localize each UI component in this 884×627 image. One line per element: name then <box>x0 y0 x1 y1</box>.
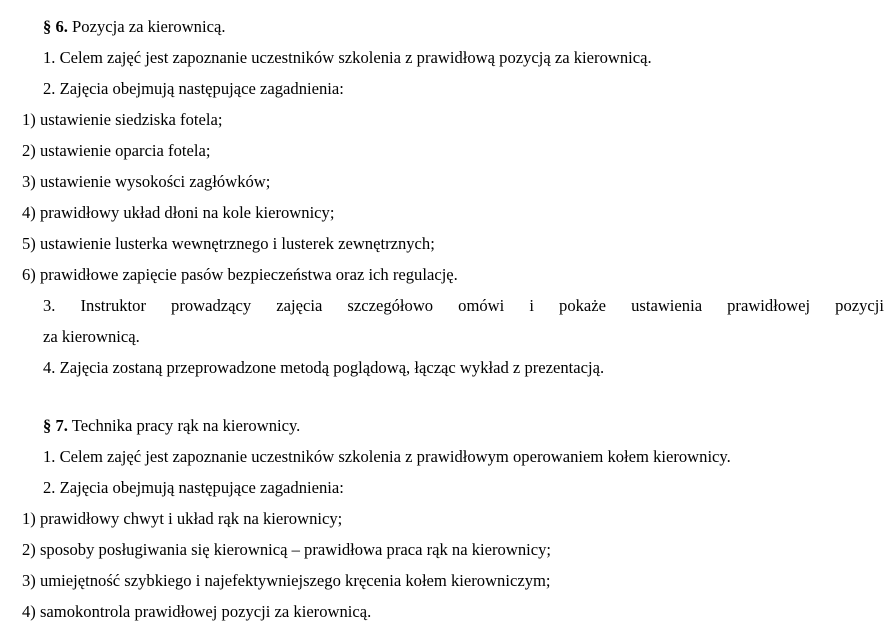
section-heading-par-7 <box>22 410 884 441</box>
list-item: 5) ustawienie lusterka wewnętrznego i lusterek zewnętrznych; <box>22 234 435 253</box>
list-item: 3) umiejętność szybkiego i najefektywniejszego kręcenia kołem kierowniczym; <box>22 571 551 590</box>
list-item: 4) prawidłowy układ dłoni na kole kierownicy; <box>22 203 335 222</box>
list-item: 1) prawidłowy chwyt i układ rąk na kierownicy; <box>22 509 343 528</box>
list-item: 2) ustawienie oparcia fotela; <box>22 141 211 160</box>
paragraph-p7-1: 1. Celem zajęć jest zapoznanie uczestników szkolenia z prawidłowym operowaniem kołem kierownicy. <box>43 447 731 466</box>
section-heading-par-6 <box>22 11 884 42</box>
paragraph-p6-3 <box>22 290 884 352</box>
section-marker-par-6: § 6. <box>43 17 68 36</box>
section-title-par-6: Pozycja za kierownicą. <box>72 17 226 36</box>
paragraph-p6-4: 4. Zajęcia zostaną przeprowadzone metodą poglądową, łącząc wykład z prezentacją. <box>43 358 605 377</box>
paragraph-p7-2: 2. Zajęcia obejmują następujące zagadnienia: <box>43 478 344 497</box>
list-item: 1) ustawienie siedziska fotela; <box>22 110 223 129</box>
section-gap-spacer <box>22 383 884 410</box>
top-margin-spacer <box>22 0 884 11</box>
section-marker-par-7: § 7. <box>43 416 68 435</box>
list-item: 6) prawidłowe zapięcie pasów bezpieczeństwa oraz ich regulację. <box>22 265 458 284</box>
paragraph-p6-2: 2. Zajęcia obejmują następujące zagadnienia: <box>43 79 344 98</box>
paragraph-p6-3-line-2: za kierownicą. <box>43 327 140 346</box>
list-item: 2) sposoby posługiwania się kierownicą – prawidłowa praca rąk na kierownicy; <box>22 540 551 559</box>
list-item: 3) ustawienie wysokości zagłówków; <box>22 172 271 191</box>
section-title-par-7: Technika pracy rąk na kierownicy. <box>71 416 301 435</box>
paragraph-p6-1: 1. Celem zajęć jest zapoznanie uczestników szkolenia z prawidłową pozycją za kierownicą. <box>43 48 652 67</box>
paragraph-p6-3-line-1: 3. Instruktor prowadzący zajęcia szczegółowo omówi i pokaże ustawienia prawidłowej pozycji <box>43 296 884 315</box>
list-item: 4) samokontrola prawidłowej pozycji za kierownicą. <box>22 602 372 621</box>
document-text-body <box>22 0 884 627</box>
